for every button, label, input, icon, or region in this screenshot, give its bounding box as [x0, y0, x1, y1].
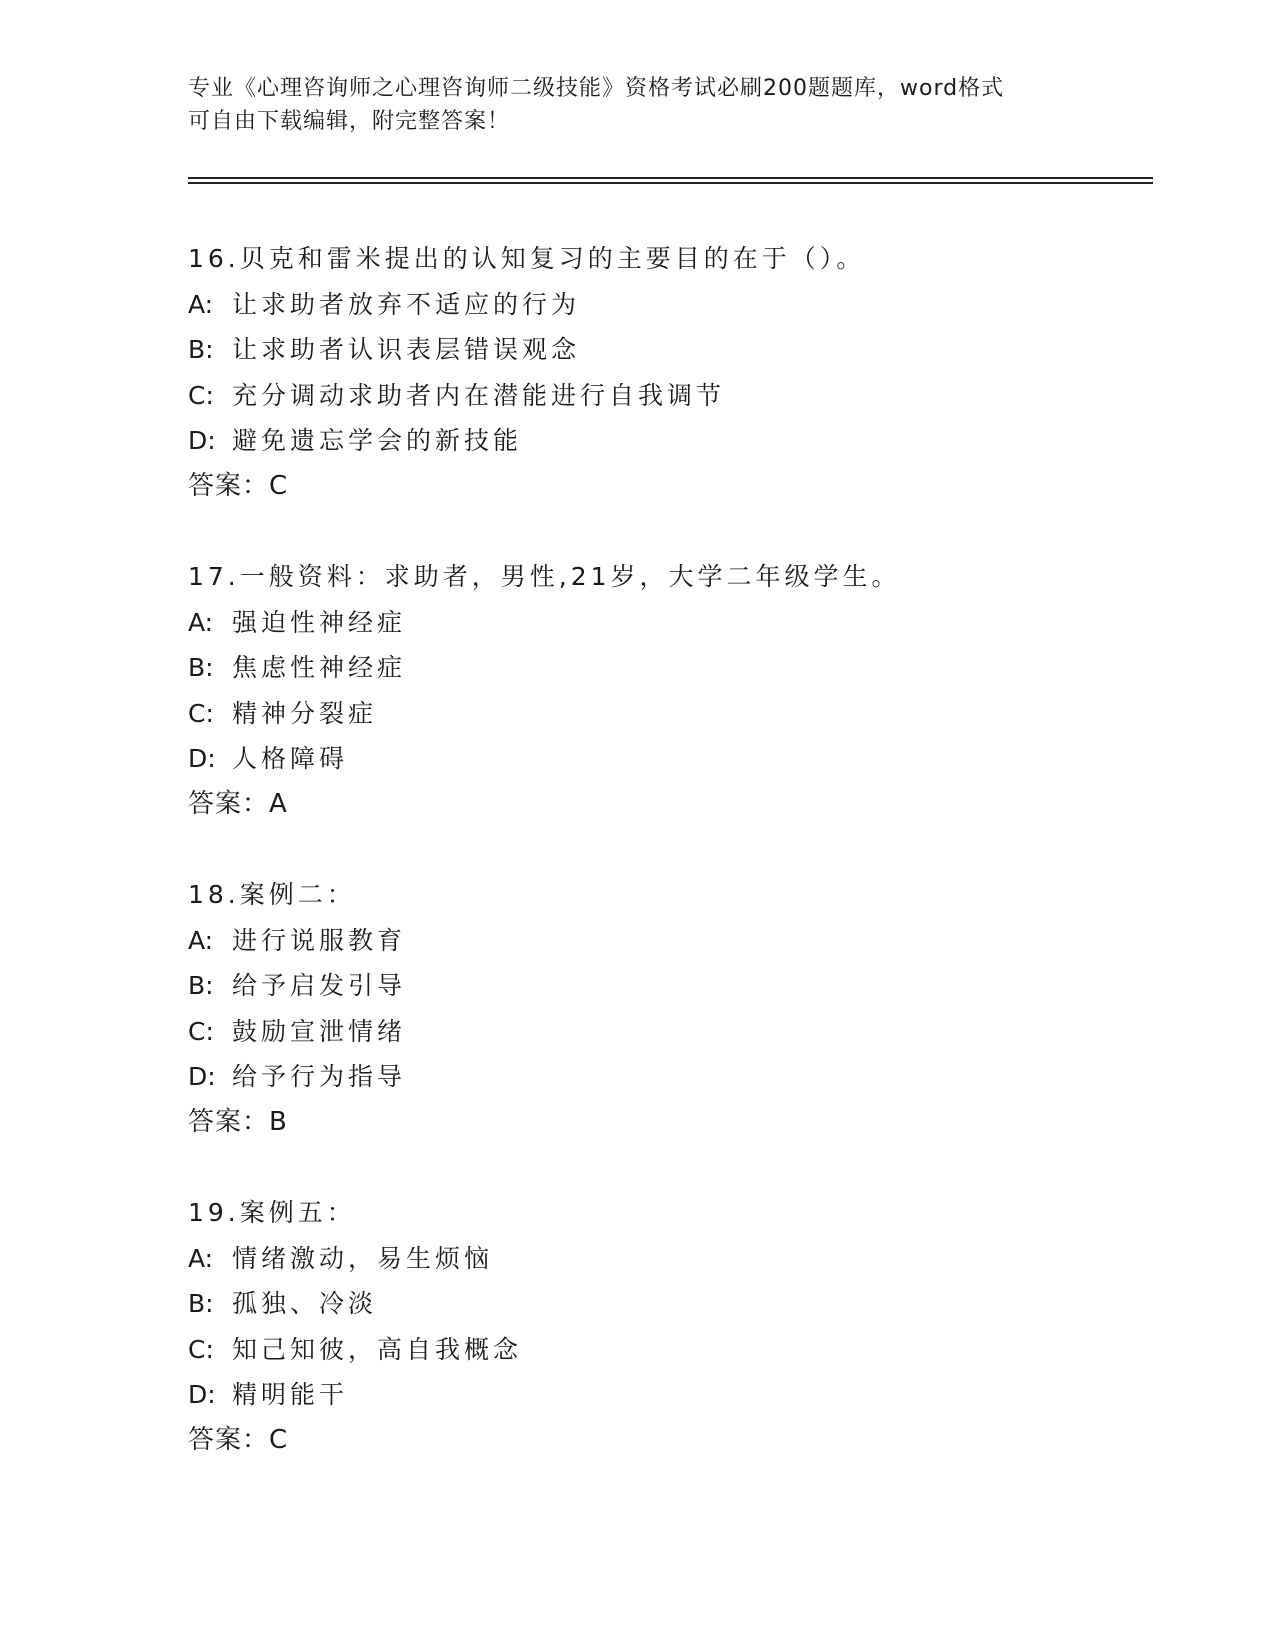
- answer: 答案：B: [188, 1106, 288, 1137]
- question-list: [188, 236, 1153, 1508]
- option-letter: B:: [188, 1289, 214, 1318]
- option-text: 精明能干: [232, 1380, 349, 1409]
- question-19: [188, 1190, 1153, 1463]
- header-line-2: 可自由下载编辑，附完整答案！: [188, 109, 511, 134]
- option-letter: C:: [188, 698, 214, 728]
- option-text: 知己知彼，高自我概念: [232, 1334, 523, 1364]
- option-letter: C:: [188, 1016, 214, 1046]
- option-text: 焦虑性神经症: [232, 653, 407, 682]
- option-d: [188, 736, 1153, 782]
- option-c: [188, 691, 1153, 737]
- document-header: [188, 72, 1088, 138]
- option-b: [188, 1281, 1153, 1327]
- answer: 答案：C: [188, 470, 289, 501]
- option-letter: C:: [188, 380, 214, 410]
- option-letter: B:: [188, 653, 214, 682]
- answer: 答案：A: [188, 788, 288, 819]
- option-c: [188, 373, 1153, 419]
- option-letter: D:: [188, 1380, 216, 1409]
- option-text: 让求助者放弃不适应的行为: [232, 289, 581, 319]
- option-text: 人格障碍: [232, 744, 349, 773]
- option-text: 让求助者认识表层错误观念: [232, 335, 581, 364]
- option-letter: D:: [188, 426, 216, 455]
- option-a: [188, 1236, 1153, 1282]
- option-a: [188, 600, 1153, 646]
- option-letter: A:: [188, 925, 214, 955]
- option-c: [188, 1327, 1153, 1373]
- option-letter: A:: [188, 289, 214, 319]
- option-letter: A:: [188, 607, 214, 637]
- option-text: 进行说服教育: [232, 925, 407, 955]
- option-text: 情绪激动，易生烦恼: [232, 1243, 494, 1273]
- question-stem: 17.一般资料：求助者，男性,21岁，大学二年级学生。: [188, 562, 901, 591]
- option-text: 充分调动求助者内在潜能进行自我调节: [232, 380, 726, 410]
- option-letter: D:: [188, 744, 216, 773]
- option-c: [188, 1009, 1153, 1055]
- question-18: [188, 872, 1153, 1145]
- option-a: [188, 282, 1153, 328]
- option-text: 给予行为指导: [232, 1062, 407, 1091]
- option-letter: D:: [188, 1062, 216, 1091]
- option-letter: B:: [188, 335, 214, 364]
- option-a: [188, 918, 1153, 964]
- header-divider-top: [188, 177, 1153, 179]
- option-b: [188, 963, 1153, 1009]
- option-d: [188, 418, 1153, 464]
- option-text: 精神分裂症: [232, 698, 378, 728]
- option-text: 给予启发引导: [232, 971, 407, 1000]
- option-d: [188, 1054, 1153, 1100]
- option-letter: C:: [188, 1334, 214, 1364]
- option-text: 孤独、冷淡: [232, 1289, 378, 1318]
- option-b: [188, 645, 1153, 691]
- header-line-1: 专业《心理咨询师之心理咨询师二级技能》资格考试必刷200题题库，word格式: [188, 76, 1005, 101]
- question-stem: 16.贝克和雷米提出的认知复习的主要目的在于（）。: [188, 244, 866, 273]
- question-17: [188, 554, 1153, 827]
- option-text: 避免遗忘学会的新技能: [232, 426, 523, 455]
- question-stem: 19.案例五：: [188, 1198, 356, 1227]
- question-stem: 18.案例二：: [188, 880, 356, 909]
- option-d: [188, 1372, 1153, 1418]
- question-16: [188, 236, 1153, 509]
- option-text: 强迫性神经症: [232, 607, 407, 637]
- answer: 答案：C: [188, 1424, 289, 1455]
- option-b: [188, 327, 1153, 373]
- option-letter: A:: [188, 1243, 214, 1273]
- header-divider-bottom: [188, 182, 1153, 184]
- option-text: 鼓励宣泄情绪: [232, 1016, 407, 1046]
- option-letter: B:: [188, 971, 214, 1000]
